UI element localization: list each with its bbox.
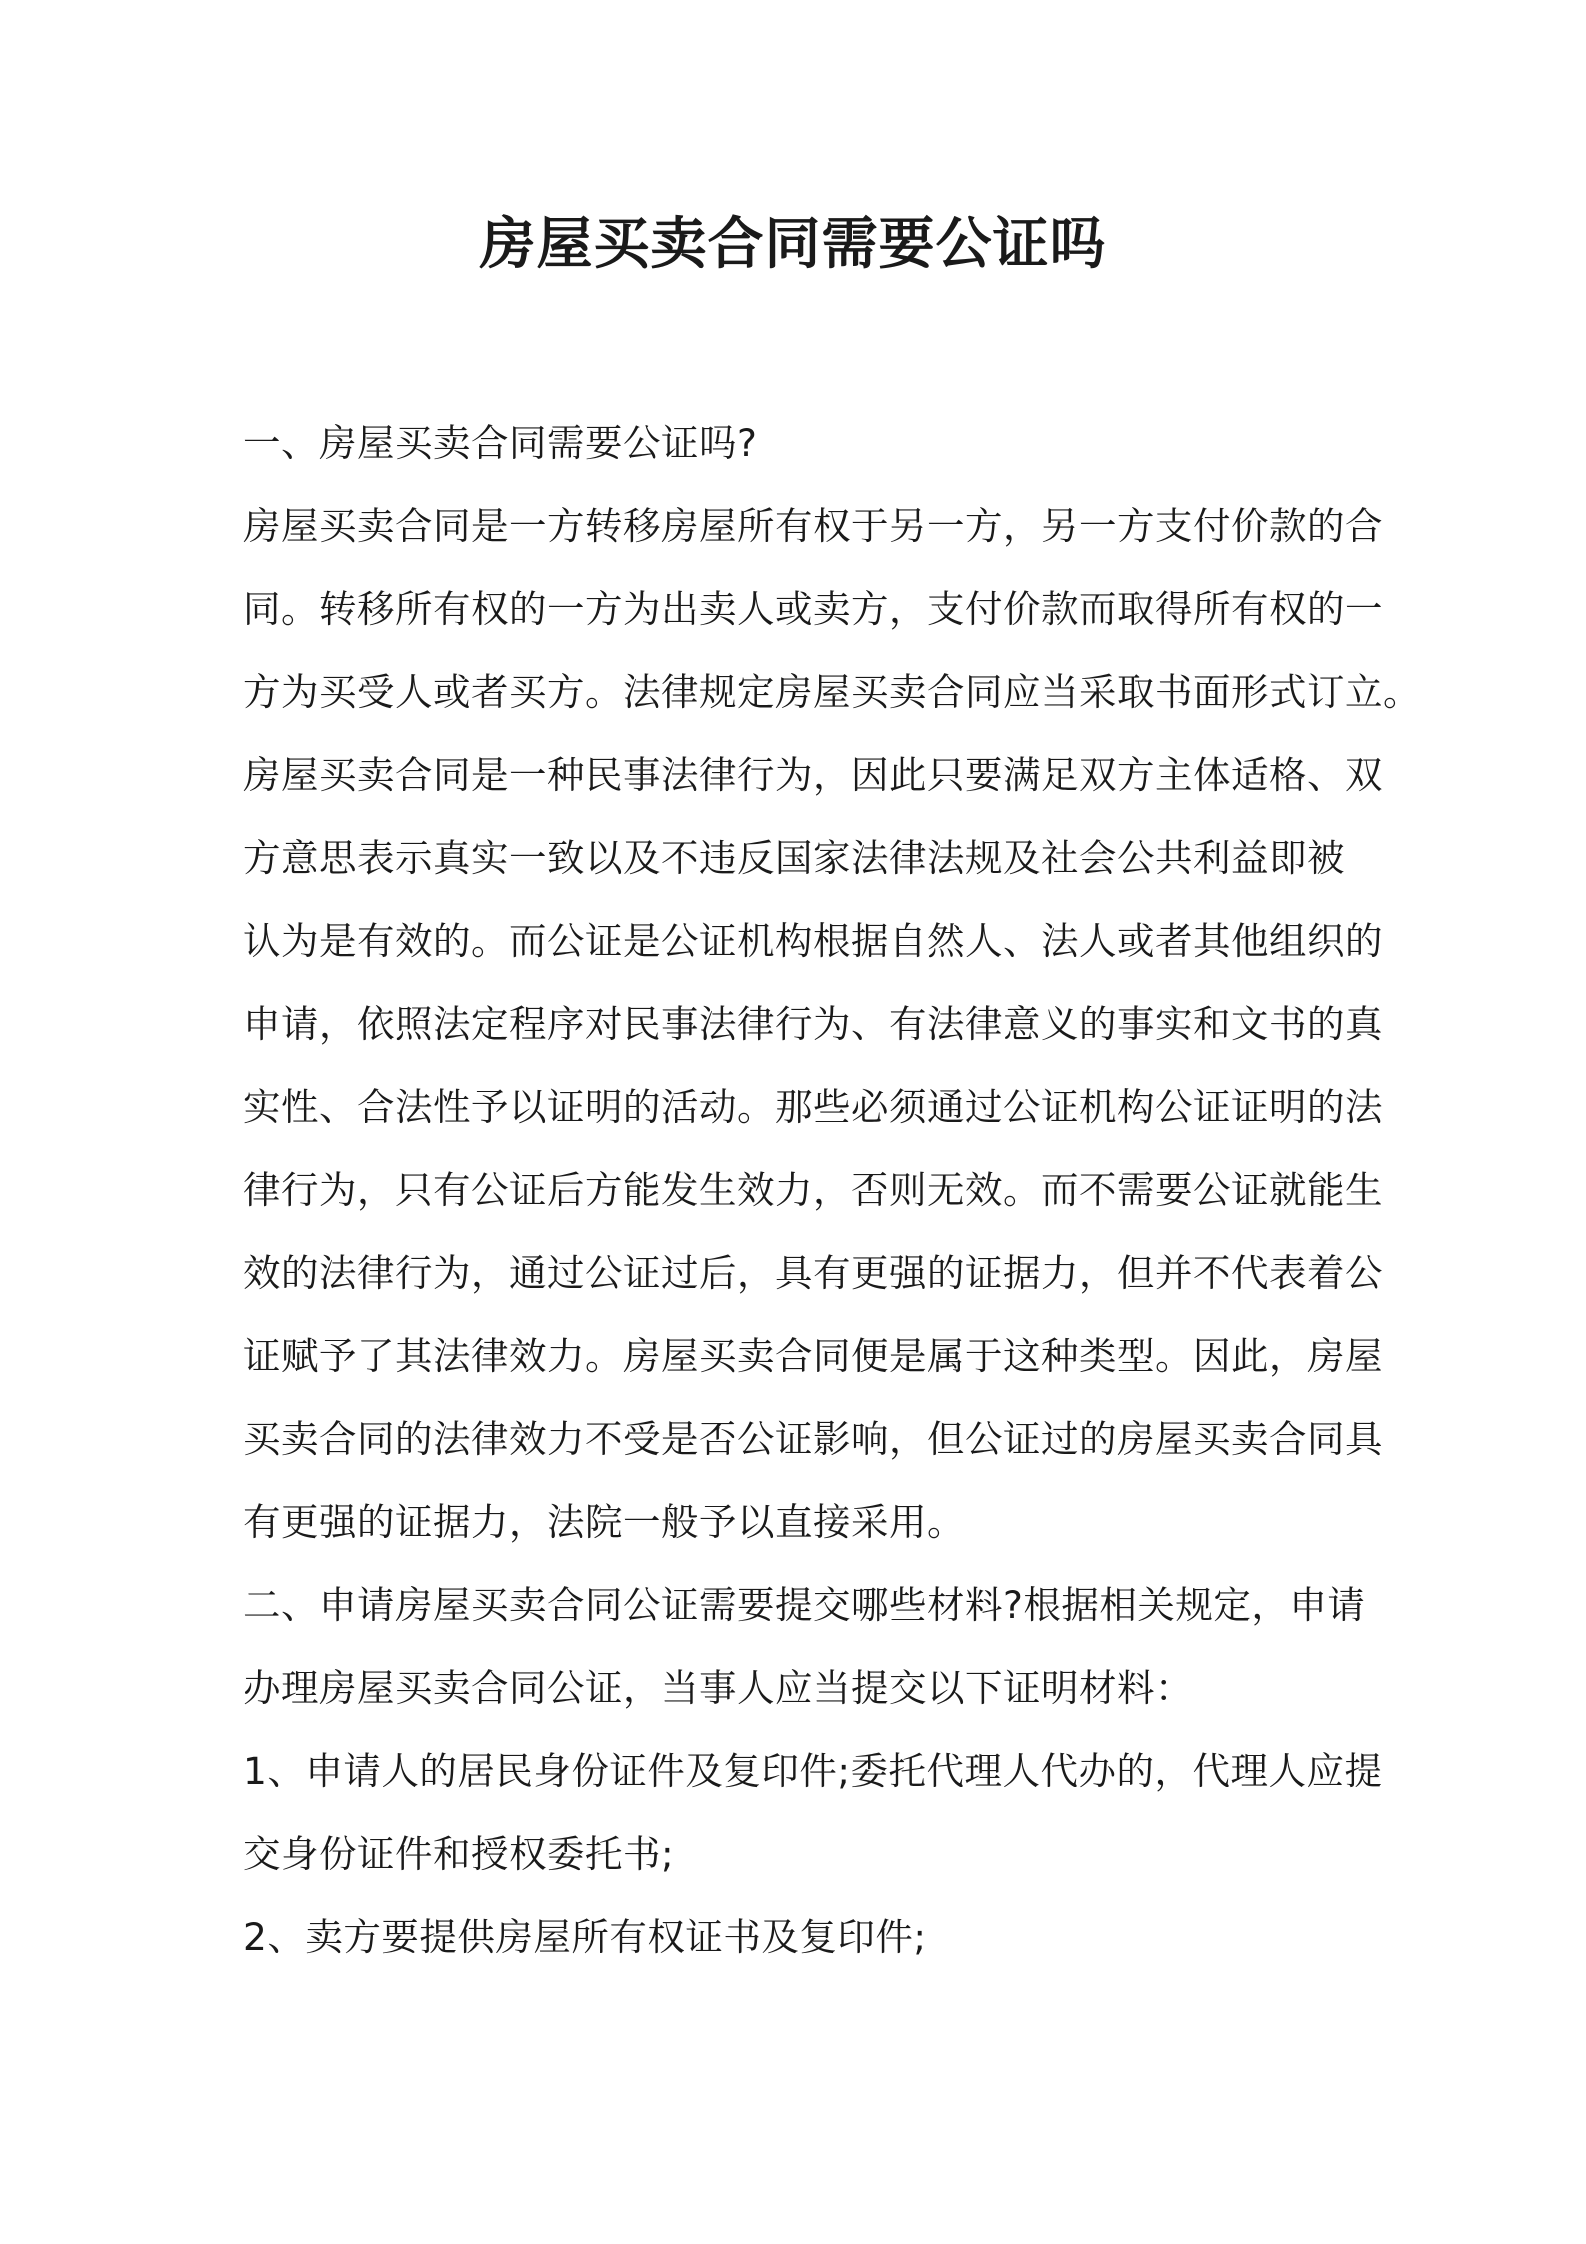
paragraph-line: 同。转移所有权的一方为出卖人或卖方，支付价款而取得所有权的一: [243, 587, 1383, 631]
document-body: [243, 402, 1421, 1979]
paragraph-line: 方为买受人或者买方。法律规定房屋买卖合同应当采取书面形式订立。: [243, 670, 1421, 714]
document-title: 房屋买卖合同需要公证吗: [479, 212, 1107, 277]
paragraph-line: 有更强的证据力，法院一般予以直接采用。: [243, 1500, 965, 1544]
list-item-2: 2、卖方要提供房屋所有权证书及复印件;: [243, 1915, 927, 1959]
list-item-1-continued: 交身份证件和授权委托书;: [243, 1832, 675, 1876]
paragraph-line: 方意思表示真实一致以及不违反国家法律法规及社会公共利益即被: [243, 836, 1345, 880]
paragraph-line: 效的法律行为，通过公证过后，具有更强的证据力，但并不代表着公: [243, 1251, 1383, 1295]
paragraph-line: 房屋买卖合同是一方转移房屋所有权于另一方，另一方支付价款的合: [243, 504, 1383, 548]
paragraph-line: 实性、合法性予以证明的活动。那些必须通过公证机构公证证明的法: [243, 1085, 1383, 1129]
section-heading-1: 一、房屋买卖合同需要公证吗?: [243, 421, 758, 465]
paragraph-line: 律行为，只有公证后方能发生效力，否则无效。而不需要公证就能生: [243, 1168, 1383, 1212]
paragraph-line: 证赋予了其法律效力。房屋买卖合同便是属于这种类型。因此，房屋: [243, 1334, 1383, 1378]
paragraph-line: 认为是有效的。而公证是公证机构根据自然人、法人或者其他组织的: [243, 919, 1383, 963]
paragraph-line: 办理房屋买卖合同公证，当事人应当提交以下证明材料：: [243, 1666, 1193, 1710]
paragraph-line: 申请，依照法定程序对民事法律行为、有法律意义的事实和文书的真: [243, 1002, 1383, 1046]
list-item-1: 1、申请人的居民身份证件及复印件;委托代理人代办的，代理人应提: [243, 1749, 1383, 1793]
paragraph-line: 买卖合同的法律效力不受是否公证影响，但公证过的房屋买卖合同具: [243, 1417, 1383, 1461]
paragraph-line: 房屋买卖合同是一种民事法律行为，因此只要满足双方主体适格、双: [243, 753, 1383, 797]
section-heading-2: 二、申请房屋买卖合同公证需要提交哪些材料?根据相关规定，申请: [243, 1583, 1366, 1627]
